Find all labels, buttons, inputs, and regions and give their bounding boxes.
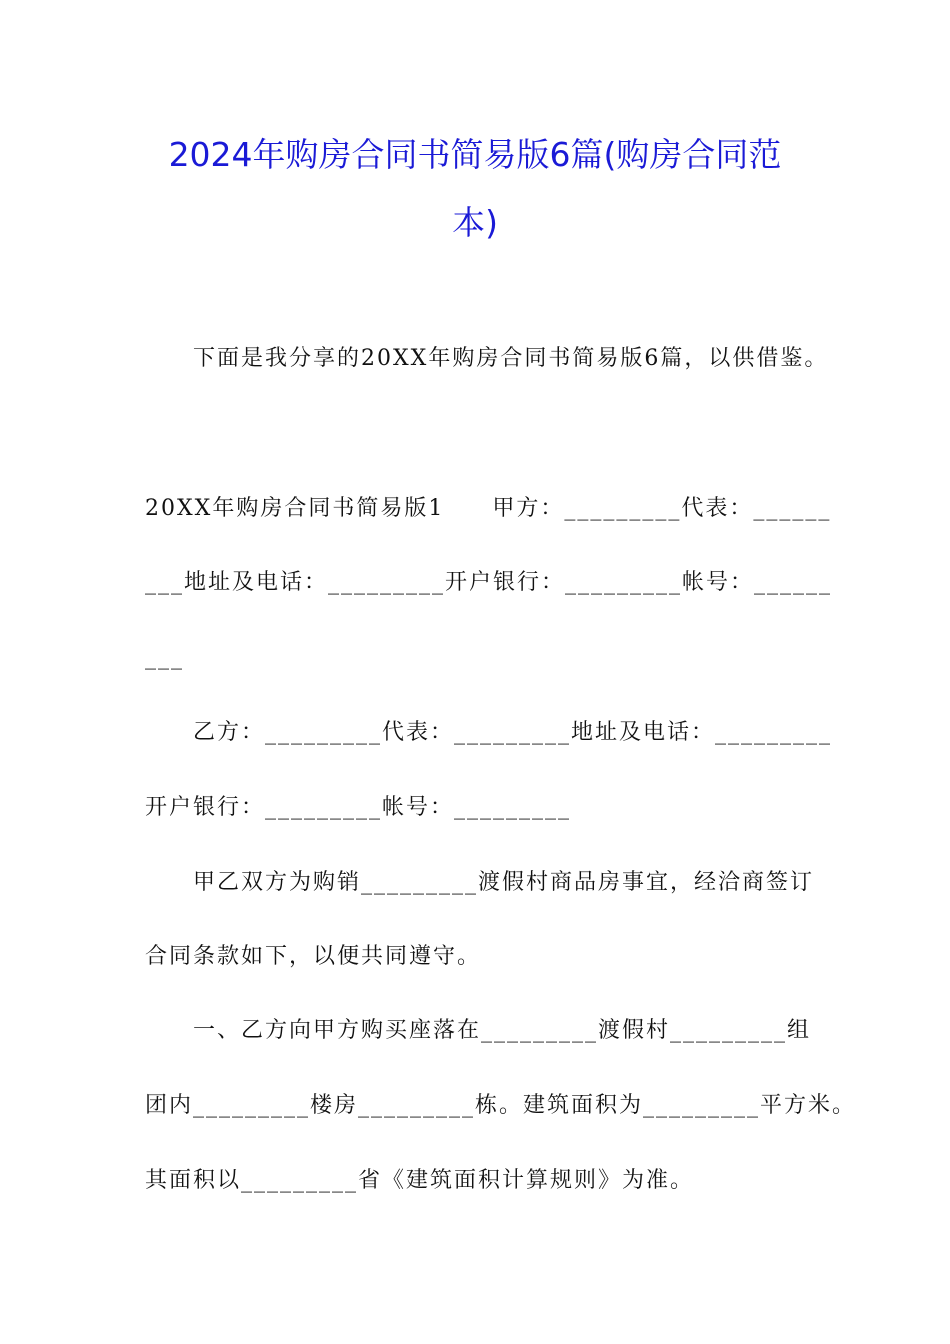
purpose-line-1: 甲乙双方为购销_________渡假村商品房事宜，经洽商签订 bbox=[193, 870, 815, 895]
clause-1-line-2: 团内_________楼房_________栋。建筑面积为_________平方米。 bbox=[145, 1093, 857, 1118]
party-a-line-3: ___ bbox=[145, 645, 184, 670]
party-b-line-2: 开户银行：_________帐号：_________ bbox=[145, 795, 572, 820]
party-a-line-1: 20XX年购房合同书简易版1 甲方：_________代表：______ bbox=[145, 496, 832, 521]
document-title-line-2: 本) bbox=[452, 203, 498, 242]
clause-1-line-3: 其面积以_________省《建筑面积计算规则》为准。 bbox=[145, 1168, 695, 1193]
intro-paragraph: 下面是我分享的20XX年购房合同书简易版6篇，以供借鉴。 bbox=[193, 346, 829, 371]
party-a-line-2: ___地址及电话：_________开户银行：_________帐号：______ bbox=[145, 570, 833, 595]
document-title-line-1: 2024年购房合同书简易版6篇(购房合同范 bbox=[168, 135, 782, 174]
party-b-line-1: 乙方：_________代表：_________地址及电话：_________ bbox=[193, 720, 833, 745]
purpose-line-2: 合同条款如下，以便共同遵守。 bbox=[145, 944, 482, 969]
clause-1-line-1: 一、乙方向甲方购买座落在_________渡假村_________组 bbox=[193, 1018, 812, 1043]
